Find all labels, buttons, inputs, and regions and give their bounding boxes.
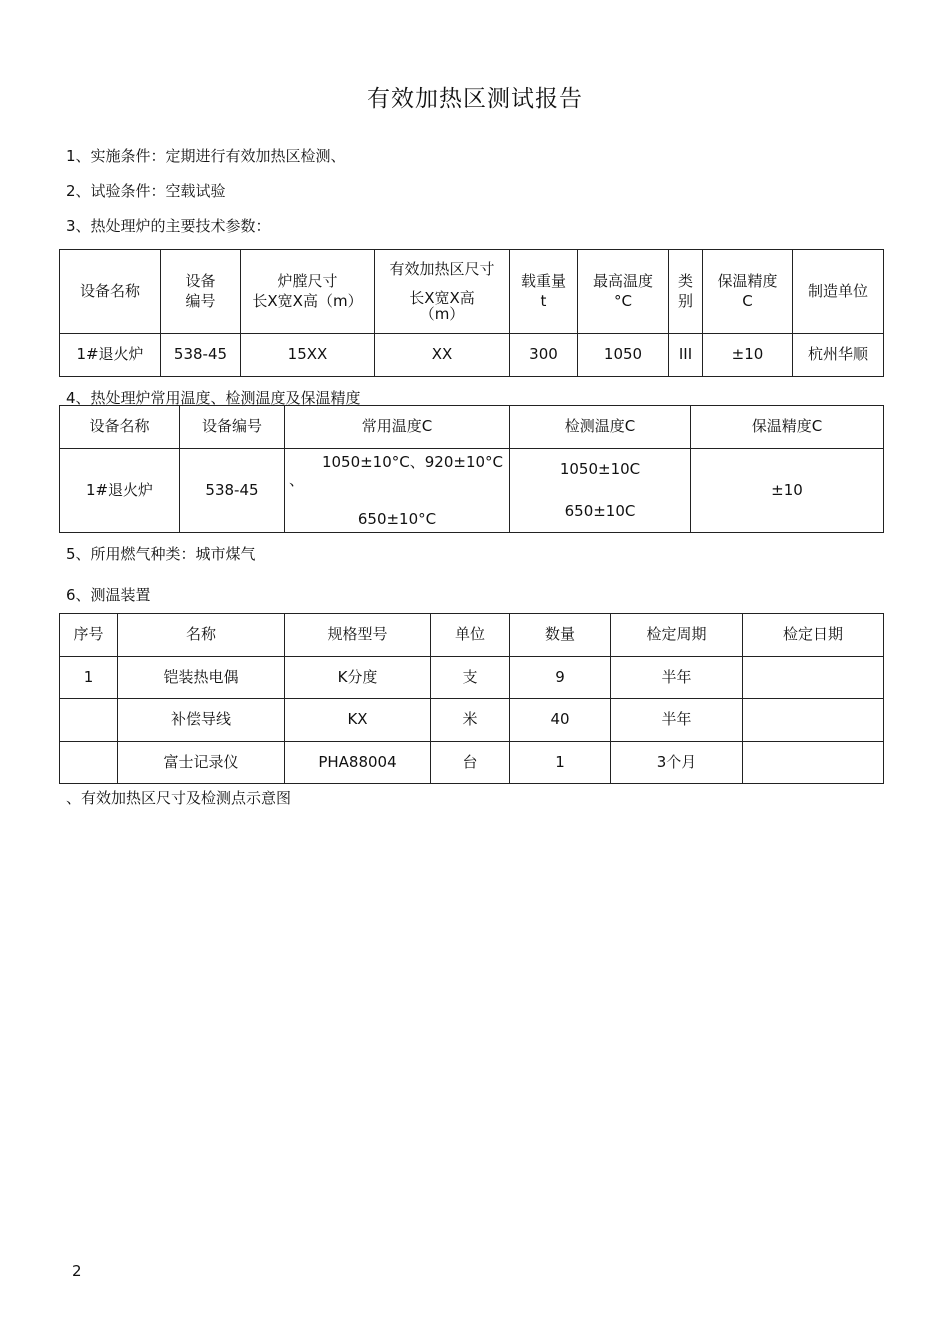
item-test-conditions: 2、试验条件：空载试验 xyxy=(66,182,226,200)
cell-load: 300 xyxy=(510,334,578,377)
header-zone-1: 有效加热区尺寸 xyxy=(389,260,495,279)
header-model: 规格型号 xyxy=(285,614,431,657)
table-row xyxy=(60,334,884,377)
cell-seq xyxy=(60,699,118,742)
header-load-2: t xyxy=(540,291,547,310)
header-code: 设备编号 xyxy=(180,406,285,449)
cell-name: 富士记录仪 xyxy=(118,742,285,784)
header-date: 检定日期 xyxy=(743,614,884,657)
cell-test-temp xyxy=(510,449,691,533)
cell-model: KX xyxy=(285,699,431,742)
cell-unit: 台 xyxy=(431,742,510,784)
cell-model: K分度 xyxy=(285,657,431,699)
furnace-params-table xyxy=(59,249,884,377)
table-header-row xyxy=(60,406,884,449)
test-temp-2: 650±10C xyxy=(564,501,636,520)
cell-model: PHA88004 xyxy=(285,742,431,784)
header-zone-3: （m） xyxy=(419,305,465,324)
temperature-table xyxy=(59,405,884,533)
cell-common-temp xyxy=(285,449,510,533)
common-temp-3: 650±10°C xyxy=(357,509,437,528)
table-row xyxy=(60,657,884,699)
cell-precision: ±10 xyxy=(703,334,793,377)
item-gas-type: 5、所用燃气种类：城市煤气 xyxy=(66,545,256,563)
header-chamber xyxy=(241,250,375,334)
cell-name: 1#退火炉 xyxy=(60,334,161,377)
cell-name: 补偿导线 xyxy=(118,699,285,742)
table-header-row xyxy=(60,250,884,334)
item-conditions: 1、实施条件：定期进行有效加热区检测、 xyxy=(66,147,346,165)
cell-name: 1#退火炉 xyxy=(60,449,180,533)
common-temp-1: 1050±10°C、920±10°C xyxy=(321,453,503,471)
item-furnace-params: 3、热处理炉的主要技术参数： xyxy=(66,217,271,235)
header-name: 设备名称 xyxy=(60,250,161,334)
header-seq: 序号 xyxy=(60,614,118,657)
header-maxtemp-1: 最高温度 xyxy=(592,272,653,290)
cell-chamber: 15XX xyxy=(241,334,375,377)
header-load xyxy=(510,250,578,334)
cell-code: 538-45 xyxy=(161,334,241,377)
header-name: 设备名称 xyxy=(60,406,180,449)
cell-precision: ±10 xyxy=(691,449,884,533)
cell-class: III xyxy=(669,334,703,377)
cell-qty: 40 xyxy=(510,699,611,742)
header-chamber-2: 长X宽X高（m） xyxy=(252,291,363,310)
cell-seq xyxy=(60,742,118,784)
header-precision: 保温精度C xyxy=(691,406,884,449)
header-load-1: 载重量 xyxy=(520,272,566,290)
cell-date xyxy=(743,657,884,699)
header-code xyxy=(161,250,241,334)
cell-maker: 杭州华顺 xyxy=(793,334,884,377)
header-name: 名称 xyxy=(118,614,285,657)
table-row xyxy=(60,699,884,742)
page-title: 有效加热区测试报告 xyxy=(367,86,583,112)
header-maker: 制造单位 xyxy=(793,250,884,334)
header-code-1: 设备 xyxy=(185,272,216,290)
header-precision-1: 保温精度 xyxy=(717,272,778,290)
header-precision-2: C xyxy=(742,291,753,310)
header-common-temp: 常用温度C xyxy=(285,406,510,449)
header-maxtemp-2: °C xyxy=(614,291,632,310)
cell-seq: 1 xyxy=(60,657,118,699)
header-chamber-1: 炉膛尺寸 xyxy=(277,272,338,290)
header-precision xyxy=(703,250,793,334)
cell-period: 3个月 xyxy=(611,742,743,784)
item-zone-diagram: 、有效加热区尺寸及检测点示意图 xyxy=(66,789,292,807)
cell-qty: 1 xyxy=(510,742,611,784)
cell-date xyxy=(743,699,884,742)
table-header-row xyxy=(60,614,884,657)
header-class-1: 类 xyxy=(677,272,693,290)
header-zone xyxy=(375,250,510,334)
cell-date xyxy=(743,742,884,784)
header-test-temp: 检测温度C xyxy=(510,406,691,449)
page-number: 2 xyxy=(72,1262,82,1280)
table-row xyxy=(60,742,884,784)
cell-unit: 支 xyxy=(431,657,510,699)
header-unit: 单位 xyxy=(431,614,510,657)
cell-maxtemp: 1050 xyxy=(578,334,669,377)
table-row xyxy=(60,449,884,533)
header-class-2: 别 xyxy=(677,291,693,310)
cell-period: 半年 xyxy=(611,699,743,742)
item-temperatures: 4、热处理炉常用温度、检测温度及保温精度 xyxy=(66,389,361,407)
header-maxtemp xyxy=(578,250,669,334)
measuring-devices-table xyxy=(59,613,884,784)
item-measuring-devices: 6、测温装置 xyxy=(66,586,151,604)
cell-name: 铠装热电偶 xyxy=(118,657,285,699)
test-temp-1: 1050±10C xyxy=(559,460,641,478)
header-zone-2: 长X宽X高 xyxy=(409,288,475,307)
header-class xyxy=(669,250,703,334)
cell-period: 半年 xyxy=(611,657,743,699)
header-code-2: 编号 xyxy=(185,291,216,310)
header-period: 检定周期 xyxy=(611,614,743,657)
common-temp-2: 、 xyxy=(289,471,305,489)
cell-zone: XX xyxy=(375,334,510,377)
header-qty: 数量 xyxy=(510,614,611,657)
cell-qty: 9 xyxy=(510,657,611,699)
cell-code: 538-45 xyxy=(180,449,285,533)
cell-unit: 米 xyxy=(431,699,510,742)
